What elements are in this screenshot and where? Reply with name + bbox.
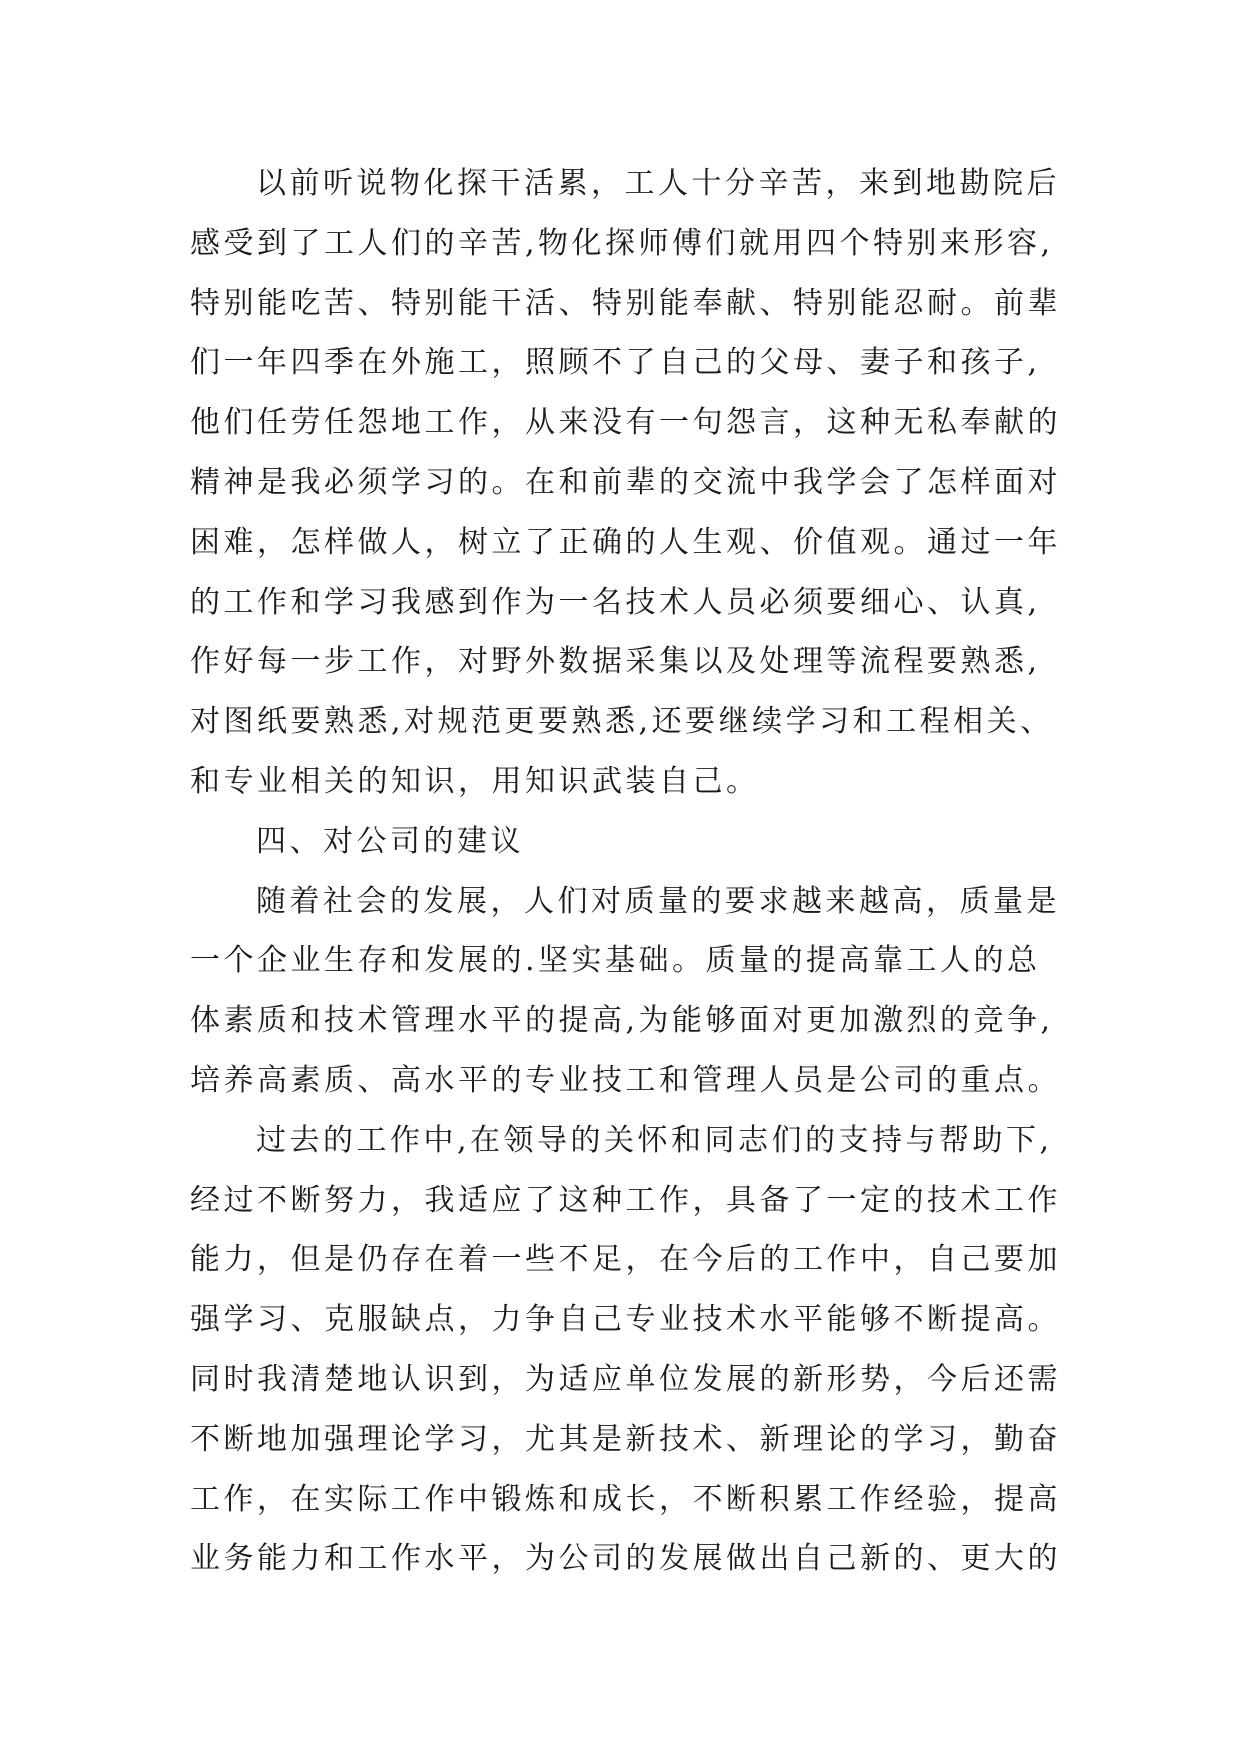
text-line: 精神是我必须学习的。在和前辈的交流中我学会了怎样面对 (190, 464, 1061, 500)
text-line: 不断地加强理论学习，尤其是新技术、新理论的学习，勤奋 (190, 1421, 1061, 1457)
section-heading: 四、对公司的建议 (256, 823, 524, 859)
text-line: 强学习、克服缺点，力争自己专业技术水平能够不断提高。 (190, 1302, 1061, 1338)
text-line: 经过不断努力，我适应了这种工作，具备了一定的技术工作 (190, 1182, 1061, 1218)
text-line: 作好每一步工作，对野外数据采集以及处理等流程要熟悉, (190, 644, 1041, 680)
text-line: 一个企业生存和发展的.坚实基础。质量的提高靠工人的总 (190, 943, 1041, 979)
text-line: 随着社会的发展，人们对质量的要求越来越高，质量是 (256, 883, 1060, 919)
text-line: 同时我清楚地认识到，为适应单位发展的新形势，今后还需 (190, 1361, 1061, 1397)
text-line: 特别能吃苦、特别能干活、特别能奉献、特别能忍耐。前辈 (190, 285, 1061, 321)
text-line: 业务能力和工作水平，为公司的发展做出自己新的、更大的 (190, 1541, 1061, 1577)
text-line: 工作，在实际工作中锻炼和成长，不断积累工作经验，提高 (190, 1481, 1061, 1517)
text-line: 感受到了工人们的辛苦,物化探师傅们就用四个特别来形容, (190, 225, 1054, 261)
text-line: 他们任劳任怨地工作，从来没有一句怨言，这种无私奉献的 (190, 405, 1061, 441)
text-line: 们一年四季在外施工，照顾不了自己的父母、妻子和孩子, (190, 345, 1041, 381)
text-line: 困难，怎样做人，树立了正确的人生观、价值观。通过一年 (190, 524, 1061, 560)
text-line: 以前听说物化探干活累，工人十分辛苦，来到地勘院后 (256, 166, 1060, 201)
text-line: 体素质和技术管理水平的提高,为能够面对更加激烈的竞争, (190, 1003, 1054, 1039)
text-line: 能力，但是仍存在着一些不足，在今后的工作中，自己要加 (190, 1242, 1061, 1278)
body-text (190, 154, 1090, 1589)
text-line: 过去的工作中,在领导的关怀和同志们的支持与帮助下, (256, 1122, 1053, 1158)
text-line: 和专业相关的知识，用知识武装自己。 (190, 763, 760, 799)
text-line: 对图纸要熟悉,对规范更要熟悉,还要继续学习和工程相关、 (190, 704, 1054, 740)
text-line: 培养高素质、高水平的专业技工和管理人员是公司的重点。 (190, 1062, 1061, 1098)
text-line: 的工作和学习我感到作为一名技术人员必须要细心、认真, (190, 584, 1041, 620)
